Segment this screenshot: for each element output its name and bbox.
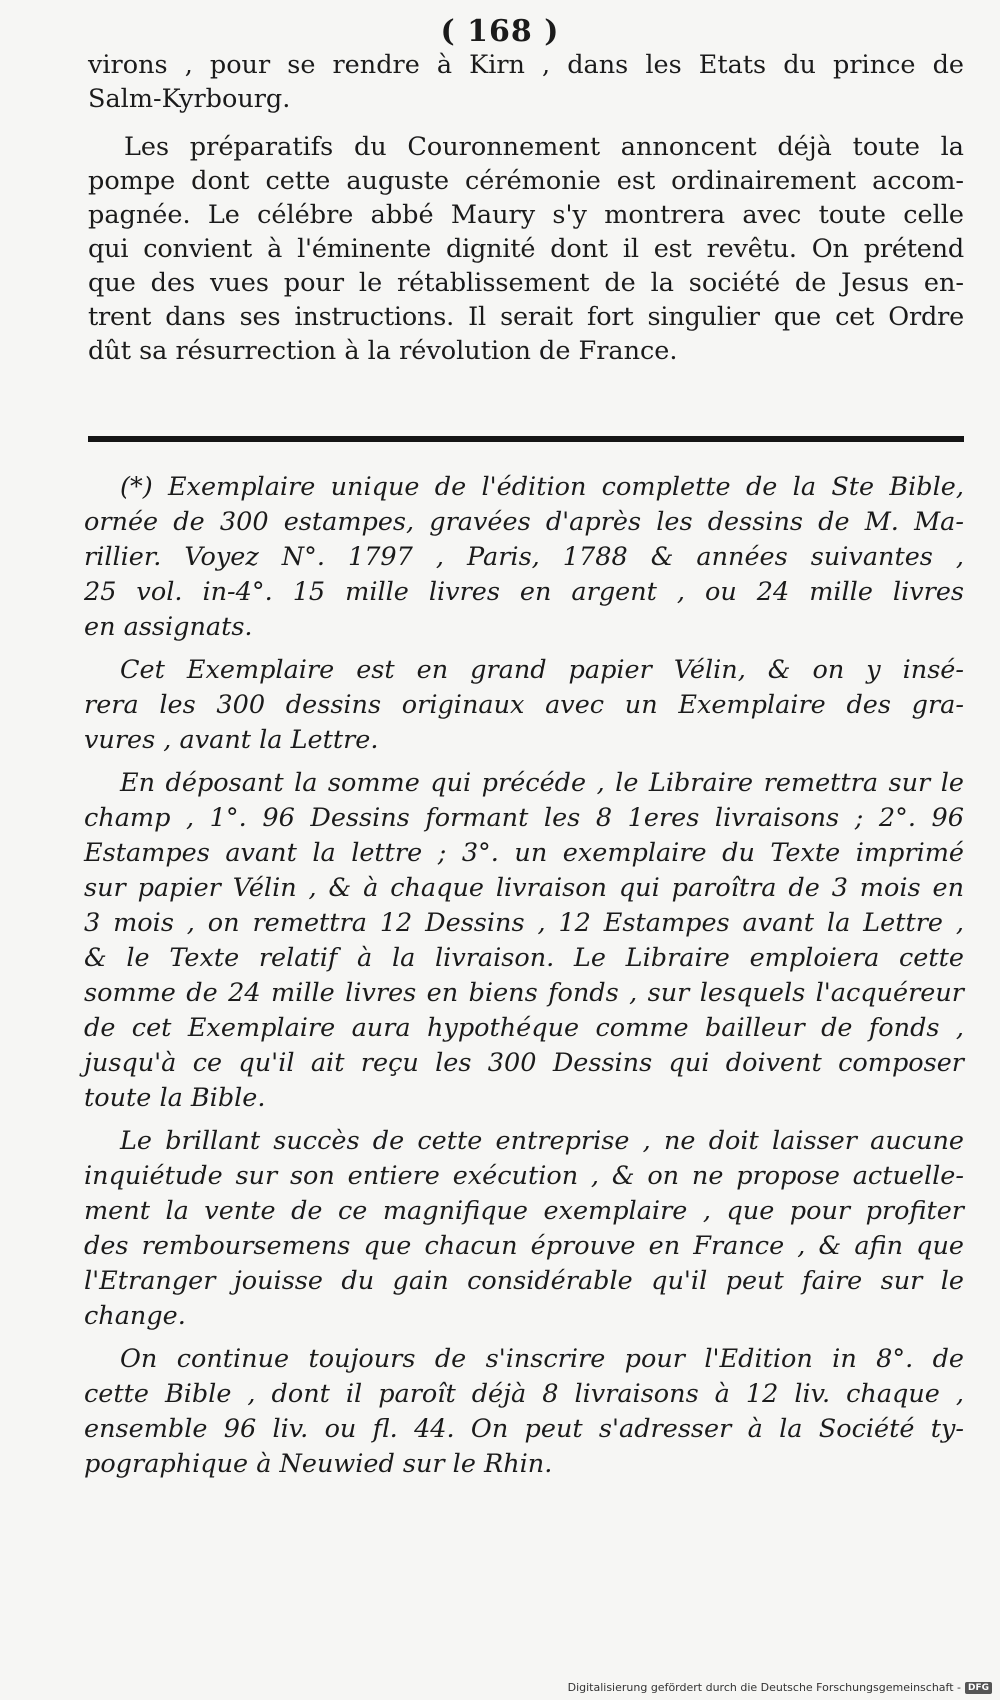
text-line: que des vues pour le rétablissement de la société de Jesus en- xyxy=(88,268,964,298)
footnote-line: champ , 1°. 96 Dessins formant les 8 1eres livraisons ; 2°. 96 xyxy=(84,803,964,833)
footnote-line: Estampes avant la lettre ; 3°. un exemplaire du Texte imprimé xyxy=(84,838,964,868)
footnote-line: ment la vente de ce magnifique exemplaire , que pour profiter xyxy=(84,1196,964,1226)
footnote-line: ensemble 96 liv. ou fl. 44. On peut s'adresser à la Société ty- xyxy=(84,1414,964,1444)
text-line: Les préparatifs du Couronnement annoncent déjà toute la xyxy=(124,132,964,162)
text-line: virons , pour se rendre à Kirn , dans les Etats du prince de xyxy=(88,50,964,80)
footnote-line: sur papier Vélin , & à chaque livraison qui paroîtra de 3 mois en xyxy=(84,873,964,903)
text-line: pompe dont cette auguste cérémonie est ordinairement accom- xyxy=(88,166,964,196)
text-line: Salm-Kyrbourg. xyxy=(88,84,291,114)
footnote-line: Le brillant succès de cette entreprise , ne doit laisser aucune xyxy=(120,1126,964,1156)
text-line: trent dans ses instructions. Il serait fort singulier que cet Ordre xyxy=(88,302,964,332)
footnote-line: toute la Bible. xyxy=(84,1083,266,1113)
footnote-line: ornée de 300 estampes, gravées d'après les dessins de M. Ma- xyxy=(84,507,964,537)
footnote-line: change. xyxy=(84,1301,186,1331)
footnote-line: pographique à Neuwied sur le Rhin. xyxy=(84,1449,553,1479)
credit-text: Digitalisierung gefördert durch die Deutsche Forschungsgemeinschaft - xyxy=(567,1681,961,1694)
footnote-line: en assignats. xyxy=(84,612,253,642)
digitization-credit xyxy=(568,1681,992,1694)
page-number: ( 168 ) xyxy=(440,14,560,49)
dfg-logo: DFG xyxy=(965,1682,992,1694)
footnote-line: 25 vol. in-4°. 15 mille livres en argent , ou 24 mille livres xyxy=(84,577,964,607)
footnote-line: 3 mois , on remettra 12 Dessins , 12 Estampes avant la Lettre , xyxy=(84,908,964,938)
footnote-line: somme de 24 mille livres en biens fonds , sur lesquels l'acquéreur xyxy=(84,978,964,1008)
footnote-line: En déposant la somme qui précéde , le Libraire remettra sur le xyxy=(120,768,964,798)
horizontal-rule xyxy=(88,436,964,442)
text-line: pagnée. Le célébre abbé Maury s'y montrera avec toute celle xyxy=(88,200,964,230)
footnote-line: de cet Exemplaire aura hypothéque comme bailleur de fonds , xyxy=(84,1013,964,1043)
footnote-line: des remboursemens que chacun éprouve en France , & afin que xyxy=(84,1231,964,1261)
footnote-line: & le Texte relatif à la livraison. Le Libraire emploiera cette xyxy=(84,943,964,973)
footnote-line: Cet Exemplaire est en grand papier Vélin, & on y insé- xyxy=(120,655,964,685)
footnote-line: rillier. Voyez N°. 1797 , Paris, 1788 & années suivantes , xyxy=(84,542,964,572)
footnote-line: jusqu'à ce qu'il ait reçu les 300 Dessins qui doivent composer xyxy=(84,1048,964,1078)
text-line: dût sa résurrection à la révolution de France. xyxy=(88,336,678,366)
footnote-line: vures , avant la Lettre. xyxy=(84,725,379,755)
footnote-line: inquiétude sur son entiere exécution , & on ne propose actuelle- xyxy=(84,1161,964,1191)
footnote-line: rera les 300 dessins originaux avec un Exemplaire des gra- xyxy=(84,690,964,720)
footnote-line: On continue toujours de s'inscrire pour l'Edition in 8°. de xyxy=(120,1344,964,1374)
footnote-line: cette Bible , dont il paroît déjà 8 livraisons à 12 liv. chaque , xyxy=(84,1379,964,1409)
main-text xyxy=(88,48,964,368)
text-line: qui convient à l'éminente dignité dont il est revêtu. On prétend xyxy=(88,234,964,264)
footnote-line: l'Etranger jouisse du gain considérable qu'il peut faire sur le xyxy=(84,1266,964,1296)
footnote xyxy=(84,470,964,1482)
footnote-line: (*) Exemplaire unique de l'édition complette de la Ste Bible, xyxy=(120,472,964,502)
